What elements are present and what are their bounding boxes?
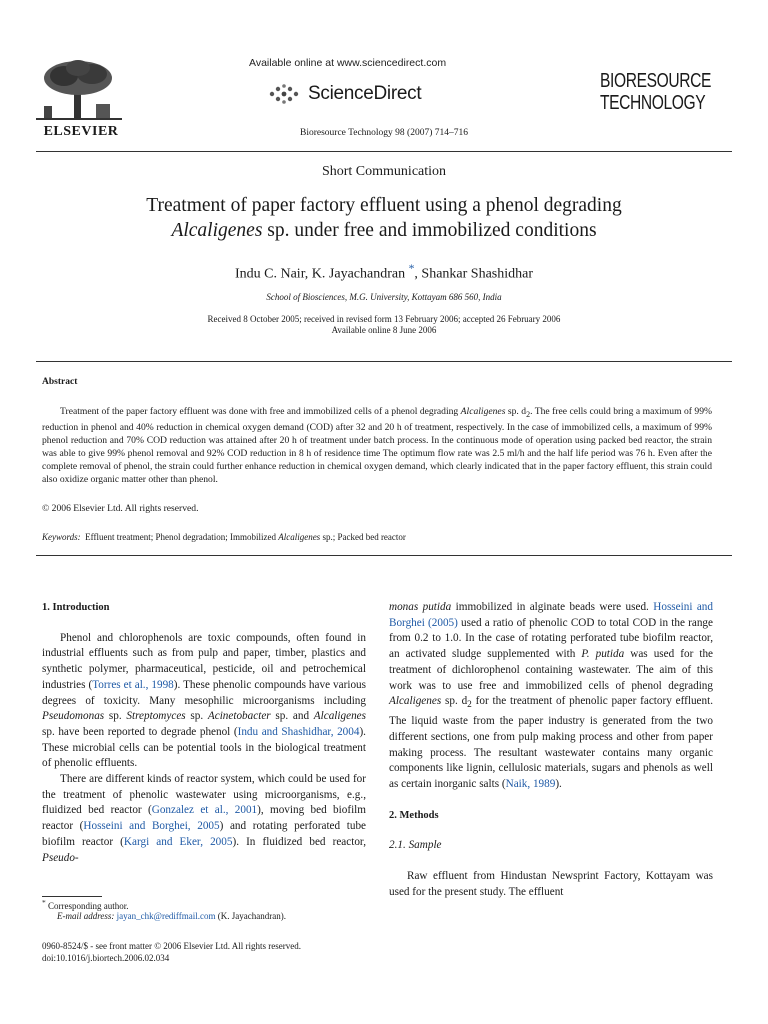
introduction-heading: 1. Introduction bbox=[42, 602, 110, 613]
keywords-part: sp.; Packed bed reactor bbox=[320, 532, 406, 542]
genus: Alcaligenes bbox=[313, 710, 366, 723]
citation-link[interactable]: Naik, 1989 bbox=[505, 777, 556, 790]
email-owner: (K. Jayachandran). bbox=[215, 911, 286, 921]
article-title-line2 bbox=[0, 220, 768, 242]
online-date: Available online 8 June 2006 bbox=[331, 325, 437, 335]
publisher-name: ELSEVIER bbox=[43, 124, 119, 139]
corresponding-author-mark[interactable]: * bbox=[408, 262, 415, 275]
abstract-part: sp. d bbox=[505, 406, 527, 417]
corresponding-author-footnote bbox=[42, 898, 129, 911]
genus: Pseudomonas bbox=[42, 710, 105, 723]
genus: P. putida bbox=[581, 648, 625, 661]
sciencedirect-dots-icon bbox=[268, 83, 302, 105]
elsevier-logo bbox=[36, 58, 122, 138]
body-divider bbox=[36, 555, 732, 556]
sample-paragraph: Raw effluent from Hindustan Newsprint Factory, Kottayam was used for the present study. The effluent bbox=[389, 870, 713, 898]
text: used a ratio of phenolic COD to total COD in the range from 0.2 to 1.0. In the case of rotating perforated tube biofilm reactor, an activated sludge supplemented with bbox=[389, 616, 713, 661]
citation-link[interactable]: Hosseini and Borghei (2005) bbox=[389, 601, 713, 629]
text: sp. d bbox=[441, 695, 468, 708]
spacer bbox=[389, 793, 713, 808]
citation-link[interactable]: Indu and Shashidhar, 2004 bbox=[237, 725, 360, 738]
email-footnote bbox=[57, 911, 286, 921]
genus: Alcaligenes bbox=[389, 695, 442, 708]
journal-logo-line2: TECHNOLOGY bbox=[600, 92, 706, 114]
text: ). These phenolic compounds have various degrees of toxicity. Many mesophilic microorganisms including bbox=[42, 678, 366, 707]
body-column-right bbox=[389, 600, 713, 900]
abstract-heading: Abstract bbox=[42, 377, 78, 387]
available-online-text[interactable]: Available online at www.sciencedirect.com bbox=[249, 57, 447, 69]
text: sp. have been reported to degrade phenol ( bbox=[42, 725, 238, 738]
email-label: E-mail address: bbox=[57, 911, 115, 921]
keywords-part: Effluent treatment; Phenol degradation; Immobilized bbox=[80, 532, 279, 542]
header-divider bbox=[36, 151, 732, 152]
citation-link[interactable]: Hosseini and Borghei, 2005 bbox=[83, 820, 220, 833]
text: immobilized in alginate beads were used. bbox=[451, 601, 654, 613]
abstract-part: Treatment of the paper factory effluent was done with free and immobilized cells of a phenol degrading bbox=[60, 406, 461, 417]
abstract-genus: Alcaligenes bbox=[460, 406, 506, 417]
text: sp. bbox=[185, 710, 208, 723]
sciencedirect-wordmark: ScienceDirect bbox=[308, 83, 422, 104]
received-dates: Received 8 October 2005; received in revised form 13 February 2006; accepted 26 February 2006 bbox=[207, 314, 561, 324]
sample-subheading: 2.1. Sample bbox=[389, 839, 442, 852]
text: ). In fluidized bed reactor, bbox=[232, 835, 367, 848]
text: There are different kinds of reactor system, which could be used for the treatment of phenolic wastewater using microorganisms, e.g., fluidized bed reactor ( bbox=[42, 773, 366, 817]
footnote-text: Corresponding author. bbox=[45, 901, 129, 911]
sciencedirect-logo[interactable] bbox=[268, 79, 421, 109]
text: ) and rotating perforated tube biofilm reactor ( bbox=[42, 820, 367, 848]
text: sp. and bbox=[270, 710, 314, 723]
elsevier-tree-icon bbox=[36, 58, 122, 122]
title-rest: sp. under free and immobilized conditions bbox=[262, 220, 597, 241]
footnote-divider bbox=[42, 896, 102, 897]
genus: monas putida bbox=[389, 601, 452, 613]
text: ). These microbial cells can be potential tools in the biological treatment of phenolic effluents. bbox=[42, 725, 366, 770]
subscript: 2 bbox=[467, 700, 472, 711]
journal-logo bbox=[600, 70, 711, 114]
abstract-divider bbox=[36, 361, 732, 362]
text: ). bbox=[555, 777, 562, 790]
section-type: Short Communication bbox=[321, 164, 447, 179]
text: Phenol and chlorophenols are toxic compounds, often found in industrial effluents such as from pulp and paper, timber, plastics and synthetic polymer, pharmaceutical, pesticide, oil and petrochemical industries ( bbox=[42, 631, 366, 691]
genus: Pseudo- bbox=[42, 851, 79, 864]
intro-paragraph-2 bbox=[42, 772, 366, 866]
genus: Acinetobacter bbox=[207, 710, 271, 723]
intro-paragraph-1 bbox=[42, 631, 366, 772]
spacer bbox=[389, 823, 713, 838]
methods-heading: 2. Methods bbox=[389, 809, 439, 821]
spacer bbox=[42, 616, 366, 631]
journal-reference: Bioresource Technology 98 (2007) 714–716 bbox=[299, 128, 469, 138]
text: sp. bbox=[104, 710, 127, 723]
text: for the treatment of phenolic paper factory effluent. The liquid waste from the paper industry is generated from the two different sections, one from pulp making process and other from paper making process. The resultant wastewater contains many organic components like lignin, cellulosic materials, sugars and phenols as well as certain inorganic salts ( bbox=[389, 695, 714, 790]
intro-paragraph-2-cont bbox=[389, 600, 713, 793]
article-title-line1: Treatment of paper factory effluent using a phenol degrading bbox=[146, 195, 622, 216]
citation-link[interactable]: Torres et al., 1998 bbox=[92, 678, 174, 691]
affiliation: School of Biosciences, M.G. University, Kottayam 686 560, India bbox=[266, 292, 502, 302]
citation-link[interactable]: Kargi and Eker, 2005 bbox=[123, 835, 233, 848]
body-column-left bbox=[42, 600, 366, 866]
doi-line[interactable]: doi:10.1016/j.biortech.2006.02.034 bbox=[42, 953, 170, 963]
citation-link[interactable]: Gonzalez et al., 2001 bbox=[151, 804, 258, 817]
footnote-mark: * bbox=[42, 898, 46, 907]
keywords-genus: Alcaligenes bbox=[278, 532, 321, 542]
keywords bbox=[42, 532, 406, 542]
author-list bbox=[0, 262, 768, 283]
abstract-copyright: © 2006 Elsevier Ltd. All rights reserved. bbox=[42, 503, 199, 514]
text: ), moving bed biofilm reactor ( bbox=[42, 804, 366, 833]
spacer bbox=[389, 854, 713, 869]
authors-part2: , Shankar Shashidhar bbox=[414, 266, 534, 282]
authors-part1: Indu C. Nair, K. Jayachandran bbox=[234, 266, 409, 282]
abstract-text bbox=[42, 405, 712, 486]
title-genus: Alcaligenes bbox=[171, 220, 263, 241]
text: was used for the treatment of dichlorophenol containing wastewater. The aim of this work was to use free and immobilized cells of phenol degrading bbox=[389, 648, 714, 692]
issn-line: 0960-8524/$ - see front matter © 2006 Elsevier Ltd. All rights reserved. bbox=[42, 941, 302, 951]
keywords-label: Keywords: bbox=[42, 532, 81, 542]
journal-logo-line1: BIORESOURCE bbox=[600, 70, 712, 92]
genus: Streptomyces bbox=[126, 710, 186, 723]
abstract-subscript: 2 bbox=[526, 409, 531, 419]
abstract-part: . The free cells could bring a maximum of 99% reduction in phenol and 40% reduction in chemical oxygen demand (COD) after 32 and 20 h of treatment, respectively. In the case of immobilized cells, a maximum of 99% phenol reduction and 70% COD reduction was attained after 20 h of treatment under batch process. In the continuous mode of operation using packed bed reactor, the strain was able to give 99% phenol removal and 92% COD reduction in 8 h of residence time The optimum flow rate was 2.5 ml/h and the half life period was 76 h. Even after the complete removal of phenol, the strain could further enhance reduction in chemical oxygen demand, which clearly indicated that in the paper factory effluent, this strain could also oxidize organic matter other than phenol. bbox=[42, 406, 712, 485]
email-link[interactable]: jayan_chk@rediffmail.com bbox=[116, 911, 216, 921]
